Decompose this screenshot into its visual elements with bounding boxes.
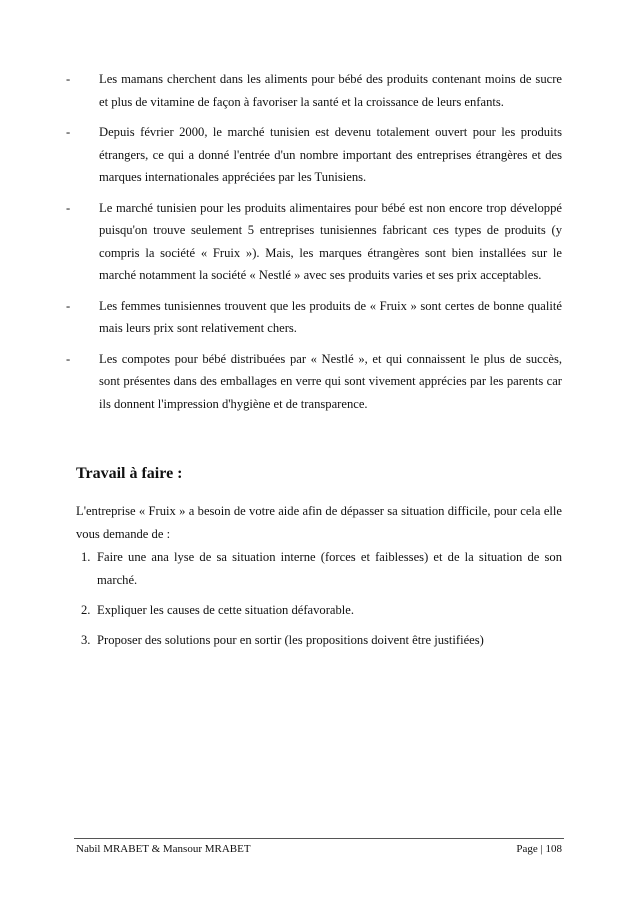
task-number: 2.	[81, 603, 91, 617]
footer-authors: Nabil MRABET & Mansour MRABET	[76, 843, 251, 855]
list-item	[81, 629, 562, 652]
bullet-marker: -	[66, 72, 71, 86]
task-text: Expliquer les causes de cette situation défavorable.	[97, 603, 355, 617]
section-heading: Travail à faire :	[76, 465, 183, 482]
bullet-text: Le marché tunisien pour les produits alimentaires pour bébé est non encore trop développé puisqu'on trouve seulement 5 entreprises tunisiennes fabricant ces types de produits (y compris la société « Fruix »). Mais, les marques étrangères sont bien installées sur le marché notamment la société « Nestlé » avec ses produits varies et ses prix acceptables.	[99, 200, 562, 282]
bullet-text: Les mamans cherchent dans les aliments pour bébé des produits contenant moins de sucre et plus de vitamine de façon à favoriser la santé et la croissance de leurs enfants.	[99, 72, 562, 109]
bullet-marker: -	[66, 200, 71, 215]
task-number: 3.	[81, 633, 91, 647]
list-item	[66, 197, 562, 287]
list-item	[66, 295, 562, 340]
bullet-text: Depuis février 2000, le marché tunisien est devenu totalement ouvert pour les produits étrangers, ce qui a donné l'entrée d'un nombre important des entreprises étrangères et des marques internationales appréciées par les Tunisiens.	[99, 125, 562, 184]
footer-divider	[74, 838, 564, 839]
bullet-marker: -	[66, 125, 71, 139]
bullet-text: Les femmes tunisiennes trouvent que les produits de « Fruix » sont certes de bonne qualité mais leurs prix sont relativement chers.	[99, 298, 562, 335]
task-numbered-list	[81, 546, 562, 659]
bullet-text: Les compotes pour bébé distribuées par « Nestlé », et qui connaissent le plus de succès, sont présentes dans des emballages en verre qui sont vivement apprécies par les parents car ils donnent l'impression d'hygiène et de transparence.	[99, 351, 562, 411]
list-item	[81, 546, 562, 592]
list-item	[81, 599, 562, 622]
context-bullet-list	[66, 68, 562, 423]
task-number: 1.	[81, 550, 91, 564]
footer-page-number: Page | 108	[516, 843, 562, 855]
list-item	[66, 68, 562, 113]
task-text: Faire une ana lyse de sa situation interne (forces et faiblesses) et de la situation de son marché.	[97, 550, 562, 587]
bullet-marker: -	[66, 351, 71, 366]
bullet-marker: -	[66, 298, 71, 313]
list-item	[66, 121, 562, 189]
section-intro-paragraph: L'entreprise « Fruix » a besoin de votre aide afin de dépasser sa situation difficile, pour cela elle vous demande de :	[76, 504, 562, 541]
list-item	[66, 348, 562, 416]
task-text: Proposer des solutions pour en sortir (les propositions doivent être justifiées)	[97, 633, 484, 647]
